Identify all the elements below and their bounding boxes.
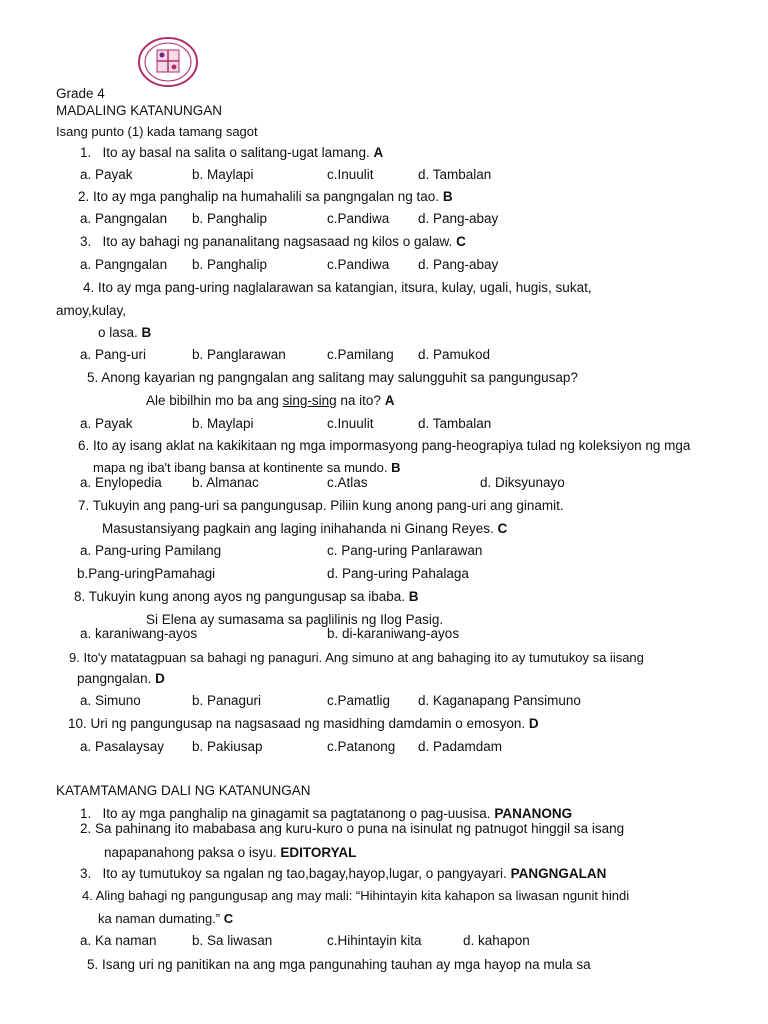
school-seal-logo bbox=[137, 36, 199, 88]
instruction-text: Isang punto (1) kada tamang sagot bbox=[56, 124, 258, 139]
s2-question-3: 3. Ito ay tumutukoy sa ngalan ng tao,bagay,hayop,lugar, o pangyayari. PANGNGALAN bbox=[80, 866, 607, 881]
s2-question-4: 4. Aling bahagi ng pangungusap ang may mali: “Hihintayin kita kahapon sa liwasan ngunit hindi bbox=[82, 888, 630, 903]
question-6: 6. Ito ay isang aklat na kakikitaan ng mga impormasyong pang-heograpiya tulad ng koleksiyon ng mga bbox=[78, 438, 691, 453]
question-2: 2. Ito ay mga panghalip na humahalili sa pangngalan ng tao. B bbox=[78, 189, 453, 204]
question-6-line2: mapa ng iba't ibang bansa at kontinente sa mundo. B bbox=[93, 460, 401, 475]
underlined-word: sing-sing bbox=[282, 393, 337, 408]
s2-question-4-line2: ka naman dumating.” C bbox=[98, 911, 234, 926]
question-8: 8. Tukuyin kung anong ayos ng pangungusap sa ibaba. B bbox=[74, 589, 419, 604]
question-3: 3. Ito ay bahagi ng pananalitang nagsasaad ng kilos o galaw. C bbox=[80, 234, 466, 249]
question-9-line2: pangngalan. D bbox=[77, 671, 165, 686]
question-5: 5. Anong kayarian ng pangngalan ang salitang may salungguhit sa pangungusap? bbox=[87, 370, 578, 385]
grade-label: Grade 4 bbox=[56, 86, 105, 101]
question-4-line2: amoy,kulay, bbox=[56, 303, 127, 318]
question-9: 9. Ito'y matatagpuan sa bahagi ng panaguri. Ang simuno at ang bahaging ito ay tumutukoy sa iisang bbox=[69, 650, 644, 665]
question-7: 7. Tukuyin ang pang-uri sa pangungusap. Piliin kung anong pang-uri ang ginamit. bbox=[78, 498, 564, 513]
question-7-sentence: Masustansiyang pagkain ang laging inihahanda ni Ginang Reyes. C bbox=[102, 521, 508, 536]
question-10: 10. Uri ng pangungusap na nagsasaad ng masidhing damdamin o emosyon. D bbox=[68, 716, 539, 731]
question-1: 1. Ito ay basal na salita o salitang-ugat lamang. A bbox=[80, 145, 384, 160]
question-5-sentence: Ale bibilhin mo ba ang sing-sing na ito? A bbox=[146, 393, 395, 408]
page-title: MADALING KATANUNGAN bbox=[56, 103, 223, 118]
s2-question-2: 2. Sa pahinang ito mababasa ang kuru-kuro o puna na isinulat ng patnugot hinggil sa isang bbox=[80, 821, 625, 836]
s2-question-1: 1. Ito ay mga panghalip na ginagamit sa pagtatanong o pag-uusisa. PANANONG bbox=[80, 806, 573, 821]
question-4: 4. Ito ay mga pang-uring naglalarawan sa katangian, itsura, kulay, ugali, hugis, sukat, bbox=[83, 280, 592, 295]
s2-question-2-line2: napapanahong paksa o isyu. EDITORYAL bbox=[104, 845, 357, 860]
question-4-line3: o lasa. B bbox=[98, 325, 152, 340]
question-8-sentence: Si Elena ay sumasama sa paglilinis ng Ilog Pasig. bbox=[146, 612, 444, 627]
section-2-title: KATAMTAMANG DALI NG KATANUNGAN bbox=[56, 783, 311, 798]
s2-question-5: 5. Isang uri ng panitikan na ang mga pangunahing tauhan ay mga hayop na mula sa bbox=[87, 957, 591, 972]
